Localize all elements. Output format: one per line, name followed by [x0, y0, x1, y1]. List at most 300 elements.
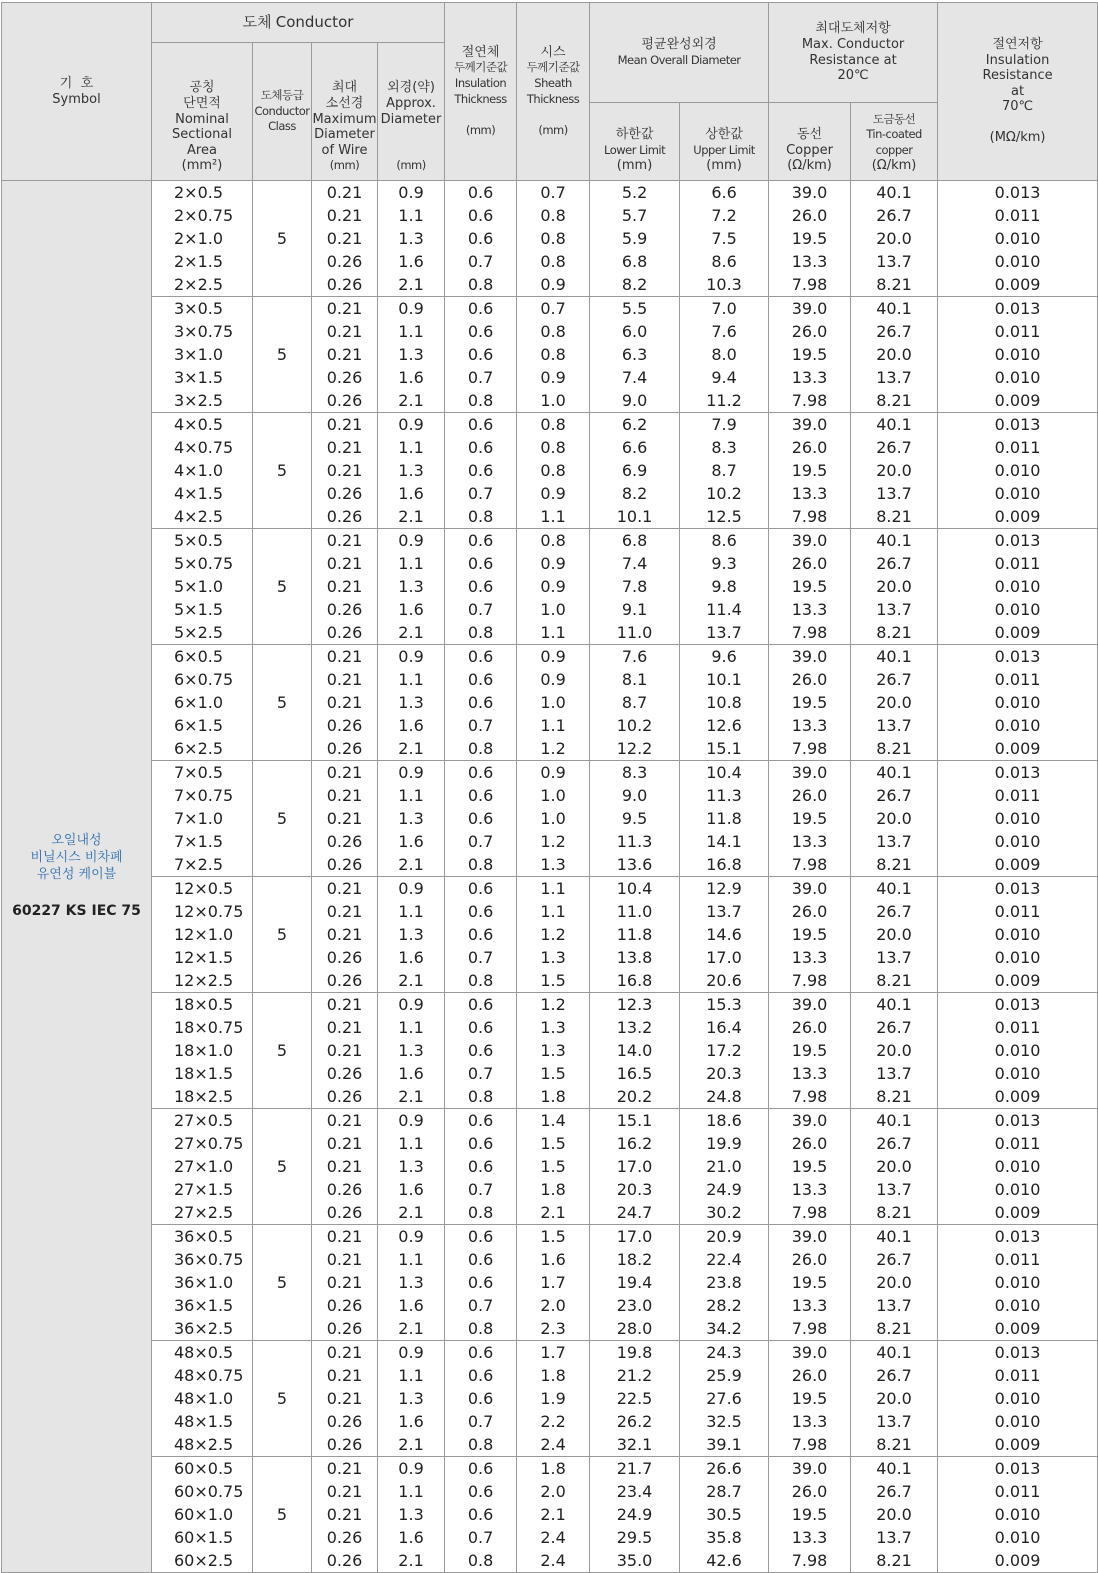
lower-limit-cell: 6.8 — [590, 250, 680, 273]
upper-limit-cell: 17.2 — [680, 1039, 769, 1062]
approx-diameter-cell: 2.1 — [378, 273, 445, 297]
sheath-thickness-cell: 1.4 — [517, 1109, 590, 1133]
nominal-area-cell: 5×1.5 — [152, 598, 253, 621]
upper-limit-cell: 13.7 — [680, 621, 769, 645]
sheath-thickness-cell: 2.1 — [517, 1201, 590, 1225]
nominal-area-cell: 60×0.75 — [152, 1480, 253, 1503]
tin-coated-resistance-cell: 26.7 — [851, 784, 938, 807]
lower-limit-cell: 20.2 — [590, 1085, 680, 1109]
tin-coated-resistance-cell: 26.7 — [851, 320, 938, 343]
lower-limit-cell: 10.1 — [590, 505, 680, 529]
upper-limit-cell: 30.5 — [680, 1503, 769, 1526]
insulation-resistance-cell: 0.010 — [938, 343, 1098, 366]
nominal-area-cell: 36×1.5 — [152, 1294, 253, 1317]
lower-limit-cell: 13.2 — [590, 1016, 680, 1039]
tin-coated-resistance-cell: 8.21 — [851, 1201, 938, 1225]
tin-coated-resistance-cell: 13.7 — [851, 366, 938, 389]
approx-diameter-cell: 0.9 — [378, 529, 445, 553]
table-row — [2, 993, 1098, 1017]
copper-resistance-cell: 7.98 — [769, 1201, 851, 1225]
approx-diameter-cell: 1.3 — [378, 575, 445, 598]
lower-limit-cell: 6.0 — [590, 320, 680, 343]
nominal-area-cell: 18×1.5 — [152, 1062, 253, 1085]
copper-resistance-cell: 39.0 — [769, 1341, 851, 1365]
approx-diameter-cell: 2.1 — [378, 621, 445, 645]
header-tin-coated-copper: 도금동선 Tin-coated copper (Ω/km) — [851, 103, 938, 181]
lower-limit-cell: 23.0 — [590, 1294, 680, 1317]
insulation-resistance-cell: 0.011 — [938, 1248, 1098, 1271]
copper-resistance-cell: 13.3 — [769, 1526, 851, 1549]
lower-limit-cell: 9.0 — [590, 389, 680, 413]
max-wire-diameter-cell: 0.26 — [312, 830, 378, 853]
upper-limit-cell: 24.3 — [680, 1341, 769, 1365]
upper-limit-cell: 17.0 — [680, 946, 769, 969]
insulation-resistance-cell: 0.010 — [938, 1062, 1098, 1085]
tin-coated-resistance-cell: 13.7 — [851, 482, 938, 505]
table-row — [2, 645, 1098, 669]
sheath-thickness-cell: 1.8 — [517, 1457, 590, 1481]
nominal-area-cell: 3×1.0 — [152, 343, 253, 366]
copper-resistance-cell: 13.3 — [769, 830, 851, 853]
approx-diameter-cell: 1.6 — [378, 598, 445, 621]
insulation-thickness-cell: 0.6 — [445, 1457, 517, 1481]
max-wire-diameter-cell: 0.21 — [312, 529, 378, 553]
nominal-area-cell: 6×0.75 — [152, 668, 253, 691]
lower-limit-cell: 24.9 — [590, 1503, 680, 1526]
insulation-thickness-cell: 0.6 — [445, 807, 517, 830]
nominal-area-cell: 60×2.5 — [152, 1549, 253, 1573]
nominal-area-cell: 2×1.0 — [152, 227, 253, 250]
lower-limit-cell: 16.5 — [590, 1062, 680, 1085]
lower-limit-cell: 8.2 — [590, 482, 680, 505]
insulation-resistance-cell: 0.011 — [938, 668, 1098, 691]
lower-limit-cell: 17.0 — [590, 1155, 680, 1178]
upper-limit-cell: 26.6 — [680, 1457, 769, 1481]
sheath-thickness-cell: 1.6 — [517, 1248, 590, 1271]
nominal-area-cell: 48×0.5 — [152, 1341, 253, 1365]
sheath-thickness-cell: 1.2 — [517, 993, 590, 1017]
insulation-thickness-cell: 0.8 — [445, 621, 517, 645]
table-row — [2, 830, 1098, 853]
sheath-thickness-cell: 0.9 — [517, 575, 590, 598]
max-wire-diameter-cell: 0.26 — [312, 1433, 378, 1457]
insulation-thickness-cell: 0.6 — [445, 877, 517, 901]
approx-diameter-cell: 2.1 — [378, 1549, 445, 1573]
nominal-area-cell: 4×2.5 — [152, 505, 253, 529]
approx-diameter-cell: 1.6 — [378, 946, 445, 969]
max-wire-diameter-cell: 0.21 — [312, 552, 378, 575]
table-row — [2, 1085, 1098, 1109]
insulation-resistance-cell: 0.011 — [938, 1016, 1098, 1039]
max-wire-diameter-cell: 0.21 — [312, 784, 378, 807]
tin-coated-resistance-cell: 8.21 — [851, 505, 938, 529]
max-wire-diameter-cell: 0.26 — [312, 946, 378, 969]
nominal-area-cell: 4×1.0 — [152, 459, 253, 482]
tin-coated-resistance-cell: 20.0 — [851, 1155, 938, 1178]
symbol-line-3: 유연성 케이블 — [36, 866, 117, 882]
tin-coated-resistance-cell: 13.7 — [851, 1178, 938, 1201]
upper-limit-cell: 23.8 — [680, 1271, 769, 1294]
sheath-thickness-cell: 0.9 — [517, 273, 590, 297]
insulation-thickness-cell: 0.6 — [445, 784, 517, 807]
table-row — [2, 250, 1098, 273]
conductor-class-cell: 5 — [253, 645, 312, 761]
nominal-area-cell: 48×1.0 — [152, 1387, 253, 1410]
sheath-thickness-cell: 0.9 — [517, 366, 590, 389]
max-wire-diameter-cell: 0.21 — [312, 1109, 378, 1133]
approx-diameter-cell: 0.9 — [378, 1341, 445, 1365]
copper-resistance-cell: 7.98 — [769, 621, 851, 645]
tin-coated-resistance-cell: 40.1 — [851, 1225, 938, 1249]
nominal-area-cell: 3×2.5 — [152, 389, 253, 413]
max-wire-diameter-cell: 0.21 — [312, 1225, 378, 1249]
copper-resistance-cell: 7.98 — [769, 1433, 851, 1457]
copper-resistance-cell: 26.0 — [769, 1364, 851, 1387]
max-wire-diameter-cell: 0.26 — [312, 1178, 378, 1201]
upper-limit-cell: 7.2 — [680, 204, 769, 227]
sheath-thickness-cell: 0.8 — [517, 459, 590, 482]
sheath-thickness-cell: 1.5 — [517, 1062, 590, 1085]
nominal-area-cell: 6×0.5 — [152, 645, 253, 669]
tin-coated-resistance-cell: 13.7 — [851, 1294, 938, 1317]
lower-limit-cell: 15.1 — [590, 1109, 680, 1133]
copper-resistance-cell: 26.0 — [769, 784, 851, 807]
approx-diameter-cell: 0.9 — [378, 761, 445, 785]
upper-limit-cell: 8.0 — [680, 343, 769, 366]
table-row — [2, 320, 1098, 343]
insulation-thickness-cell: 0.6 — [445, 1480, 517, 1503]
max-wire-diameter-cell: 0.21 — [312, 761, 378, 785]
lower-limit-cell: 26.2 — [590, 1410, 680, 1433]
tin-coated-resistance-cell: 26.7 — [851, 1364, 938, 1387]
insulation-resistance-cell: 0.013 — [938, 181, 1098, 205]
tin-coated-resistance-cell: 8.21 — [851, 389, 938, 413]
max-wire-diameter-cell: 0.21 — [312, 1341, 378, 1365]
lower-limit-cell: 7.4 — [590, 552, 680, 575]
table-row — [2, 459, 1098, 482]
insulation-thickness-cell: 0.8 — [445, 1085, 517, 1109]
lower-limit-cell: 28.0 — [590, 1317, 680, 1341]
tin-coated-resistance-cell: 20.0 — [851, 1387, 938, 1410]
table-row — [2, 668, 1098, 691]
tin-coated-resistance-cell: 8.21 — [851, 969, 938, 993]
header-insulation-thickness: 절연체 두께기준값 Insulation Thickness (mm) — [445, 3, 517, 181]
insulation-resistance-cell: 0.011 — [938, 1480, 1098, 1503]
sheath-thickness-cell: 0.8 — [517, 343, 590, 366]
approx-diameter-cell: 1.3 — [378, 923, 445, 946]
table-row — [2, 575, 1098, 598]
max-wire-diameter-cell: 0.26 — [312, 737, 378, 761]
sheath-thickness-cell: 2.4 — [517, 1549, 590, 1573]
approx-diameter-cell: 0.9 — [378, 1457, 445, 1481]
tin-coated-resistance-cell: 26.7 — [851, 1480, 938, 1503]
table-row — [2, 389, 1098, 413]
approx-diameter-cell: 0.9 — [378, 1109, 445, 1133]
max-wire-diameter-cell: 0.26 — [312, 1526, 378, 1549]
insulation-thickness-cell: 0.6 — [445, 761, 517, 785]
approx-diameter-cell: 1.3 — [378, 343, 445, 366]
sheath-thickness-cell: 1.3 — [517, 1039, 590, 1062]
header-max-conductor-resistance: 최대도체저항 Max. Conductor Resistance at 20℃ — [769, 3, 938, 103]
max-wire-diameter-cell: 0.21 — [312, 1387, 378, 1410]
nominal-area-cell: 27×1.0 — [152, 1155, 253, 1178]
upper-limit-cell: 15.1 — [680, 737, 769, 761]
upper-limit-cell: 8.7 — [680, 459, 769, 482]
copper-resistance-cell: 39.0 — [769, 761, 851, 785]
tin-coated-resistance-cell: 8.21 — [851, 1085, 938, 1109]
conductor-class-cell: 5 — [253, 761, 312, 877]
copper-resistance-cell: 13.3 — [769, 1294, 851, 1317]
insulation-resistance-cell: 0.013 — [938, 529, 1098, 553]
upper-limit-cell: 10.3 — [680, 273, 769, 297]
sheath-thickness-cell: 0.8 — [517, 204, 590, 227]
upper-limit-cell: 10.4 — [680, 761, 769, 785]
max-wire-diameter-cell: 0.21 — [312, 436, 378, 459]
sheath-thickness-cell: 1.5 — [517, 1132, 590, 1155]
copper-resistance-cell: 13.3 — [769, 366, 851, 389]
tin-coated-resistance-cell: 8.21 — [851, 737, 938, 761]
upper-limit-cell: 39.1 — [680, 1433, 769, 1457]
approx-diameter-cell: 1.6 — [378, 250, 445, 273]
upper-limit-cell: 16.4 — [680, 1016, 769, 1039]
insulation-resistance-cell: 0.010 — [938, 482, 1098, 505]
copper-resistance-cell: 7.98 — [769, 853, 851, 877]
sheath-thickness-cell: 0.8 — [517, 436, 590, 459]
lower-limit-cell: 14.0 — [590, 1039, 680, 1062]
upper-limit-cell: 8.3 — [680, 436, 769, 459]
insulation-thickness-cell: 0.6 — [445, 459, 517, 482]
nominal-area-cell: 27×0.75 — [152, 1132, 253, 1155]
insulation-resistance-cell: 0.009 — [938, 389, 1098, 413]
insulation-resistance-cell: 0.010 — [938, 923, 1098, 946]
lower-limit-cell: 11.3 — [590, 830, 680, 853]
insulation-thickness-cell: 0.7 — [445, 1410, 517, 1433]
tin-coated-resistance-cell: 8.21 — [851, 1433, 938, 1457]
lower-limit-cell: 9.0 — [590, 784, 680, 807]
tin-coated-resistance-cell: 40.1 — [851, 993, 938, 1017]
copper-resistance-cell: 39.0 — [769, 1109, 851, 1133]
copper-resistance-cell: 26.0 — [769, 436, 851, 459]
nominal-area-cell: 48×1.5 — [152, 1410, 253, 1433]
lower-limit-cell: 5.7 — [590, 204, 680, 227]
table-row — [2, 807, 1098, 830]
insulation-resistance-cell: 0.009 — [938, 1317, 1098, 1341]
tin-coated-resistance-cell: 20.0 — [851, 691, 938, 714]
lower-limit-cell: 6.8 — [590, 529, 680, 553]
upper-limit-cell: 34.2 — [680, 1317, 769, 1341]
max-wire-diameter-cell: 0.21 — [312, 645, 378, 669]
table-row — [2, 714, 1098, 737]
table-row — [2, 297, 1098, 321]
upper-limit-cell: 13.7 — [680, 900, 769, 923]
tin-coated-resistance-cell: 40.1 — [851, 761, 938, 785]
lower-limit-cell: 11.8 — [590, 923, 680, 946]
approx-diameter-cell: 1.3 — [378, 807, 445, 830]
copper-resistance-cell: 19.5 — [769, 691, 851, 714]
insulation-thickness-cell: 0.8 — [445, 1201, 517, 1225]
table-row — [2, 227, 1098, 250]
copper-resistance-cell: 26.0 — [769, 1016, 851, 1039]
copper-resistance-cell: 7.98 — [769, 273, 851, 297]
copper-resistance-cell: 26.0 — [769, 900, 851, 923]
table-row — [2, 621, 1098, 645]
approx-diameter-cell: 1.6 — [378, 1410, 445, 1433]
table-row — [2, 598, 1098, 621]
sheath-thickness-cell: 2.4 — [517, 1526, 590, 1549]
upper-limit-cell: 10.1 — [680, 668, 769, 691]
lower-limit-cell: 16.2 — [590, 1132, 680, 1155]
nominal-area-cell: 36×1.0 — [152, 1271, 253, 1294]
upper-limit-cell: 11.3 — [680, 784, 769, 807]
tin-coated-resistance-cell: 8.21 — [851, 621, 938, 645]
insulation-thickness-cell: 0.7 — [445, 1178, 517, 1201]
approx-diameter-cell: 1.6 — [378, 482, 445, 505]
insulation-resistance-cell: 0.013 — [938, 297, 1098, 321]
insulation-thickness-cell: 0.6 — [445, 1271, 517, 1294]
table-row — [2, 343, 1098, 366]
max-wire-diameter-cell: 0.21 — [312, 343, 378, 366]
upper-limit-cell: 19.9 — [680, 1132, 769, 1155]
insulation-resistance-cell: 0.010 — [938, 1271, 1098, 1294]
header-symbol: 기 호 Symbol — [2, 3, 152, 181]
sheath-thickness-cell: 1.1 — [517, 621, 590, 645]
symbol-line-1: 오일내성 — [51, 833, 102, 849]
max-wire-diameter-cell: 0.26 — [312, 389, 378, 413]
table-row — [2, 737, 1098, 761]
nominal-area-cell: 27×2.5 — [152, 1201, 253, 1225]
table-row — [2, 1387, 1098, 1410]
nominal-area-cell: 60×1.5 — [152, 1526, 253, 1549]
table-row — [2, 1016, 1098, 1039]
approx-diameter-cell: 1.3 — [378, 227, 445, 250]
insulation-thickness-cell: 0.7 — [445, 946, 517, 969]
max-wire-diameter-cell: 0.21 — [312, 807, 378, 830]
insulation-resistance-cell: 0.013 — [938, 1341, 1098, 1365]
upper-limit-cell: 9.6 — [680, 645, 769, 669]
approx-diameter-cell: 1.6 — [378, 1526, 445, 1549]
lower-limit-cell: 7.4 — [590, 366, 680, 389]
sheath-thickness-cell: 1.3 — [517, 853, 590, 877]
copper-resistance-cell: 7.98 — [769, 1085, 851, 1109]
table-row — [2, 1294, 1098, 1317]
insulation-thickness-cell: 0.6 — [445, 552, 517, 575]
approx-diameter-cell: 2.1 — [378, 1085, 445, 1109]
approx-diameter-cell: 1.6 — [378, 830, 445, 853]
lower-limit-cell: 35.0 — [590, 1549, 680, 1573]
tin-coated-resistance-cell: 40.1 — [851, 877, 938, 901]
insulation-thickness-cell: 0.6 — [445, 993, 517, 1017]
approx-diameter-cell: 1.1 — [378, 552, 445, 575]
max-wire-diameter-cell: 0.21 — [312, 1016, 378, 1039]
tin-coated-resistance-cell: 40.1 — [851, 413, 938, 437]
max-wire-diameter-cell: 0.21 — [312, 1039, 378, 1062]
lower-limit-cell: 13.8 — [590, 946, 680, 969]
max-wire-diameter-cell: 0.21 — [312, 1248, 378, 1271]
tin-coated-resistance-cell: 13.7 — [851, 1526, 938, 1549]
nominal-area-cell: 36×0.5 — [152, 1225, 253, 1249]
conductor-class-cell: 5 — [253, 1225, 312, 1341]
tin-coated-resistance-cell: 20.0 — [851, 923, 938, 946]
upper-limit-cell: 12.5 — [680, 505, 769, 529]
sheath-thickness-cell: 1.7 — [517, 1271, 590, 1294]
lower-limit-cell: 22.5 — [590, 1387, 680, 1410]
approx-diameter-cell: 2.1 — [378, 1317, 445, 1341]
insulation-thickness-cell: 0.6 — [445, 1155, 517, 1178]
insulation-resistance-cell: 0.010 — [938, 1503, 1098, 1526]
insulation-resistance-cell: 0.013 — [938, 877, 1098, 901]
tin-coated-resistance-cell: 13.7 — [851, 250, 938, 273]
table-body — [2, 181, 1098, 1573]
insulation-thickness-cell: 0.6 — [445, 1387, 517, 1410]
approx-diameter-cell: 1.6 — [378, 1178, 445, 1201]
tin-coated-resistance-cell: 40.1 — [851, 1341, 938, 1365]
insulation-resistance-cell: 0.009 — [938, 505, 1098, 529]
copper-resistance-cell: 13.3 — [769, 714, 851, 737]
insulation-thickness-cell: 0.6 — [445, 668, 517, 691]
nominal-area-cell: 5×1.0 — [152, 575, 253, 598]
insulation-resistance-cell: 0.013 — [938, 761, 1098, 785]
tin-coated-resistance-cell: 13.7 — [851, 598, 938, 621]
lower-limit-cell: 19.8 — [590, 1341, 680, 1365]
header-mean-overall-diameter: 평균완성외경 Mean Overall Diameter — [590, 3, 769, 103]
tin-coated-resistance-cell: 40.1 — [851, 1109, 938, 1133]
max-wire-diameter-cell: 0.21 — [312, 413, 378, 437]
copper-resistance-cell: 26.0 — [769, 552, 851, 575]
insulation-thickness-cell: 0.7 — [445, 598, 517, 621]
lower-limit-cell: 32.1 — [590, 1433, 680, 1457]
copper-resistance-cell: 19.5 — [769, 923, 851, 946]
approx-diameter-cell: 0.9 — [378, 413, 445, 437]
sheath-thickness-cell: 2.4 — [517, 1433, 590, 1457]
header-max-wire-diameter: 최대 소선경 Maximum Diameter of Wire (mm) — [312, 43, 378, 181]
insulation-resistance-cell: 0.010 — [938, 1039, 1098, 1062]
upper-limit-cell: 8.6 — [680, 529, 769, 553]
insulation-thickness-cell: 0.6 — [445, 1364, 517, 1387]
insulation-resistance-cell: 0.010 — [938, 1155, 1098, 1178]
sheath-thickness-cell: 1.7 — [517, 1341, 590, 1365]
nominal-area-cell: 60×1.0 — [152, 1503, 253, 1526]
lower-limit-cell: 19.4 — [590, 1271, 680, 1294]
copper-resistance-cell: 19.5 — [769, 575, 851, 598]
insulation-resistance-cell: 0.010 — [938, 1178, 1098, 1201]
insulation-resistance-cell: 0.011 — [938, 1132, 1098, 1155]
upper-limit-cell: 42.6 — [680, 1549, 769, 1573]
copper-resistance-cell: 19.5 — [769, 1387, 851, 1410]
copper-resistance-cell: 19.5 — [769, 459, 851, 482]
insulation-resistance-cell: 0.010 — [938, 227, 1098, 250]
insulation-resistance-cell: 0.009 — [938, 737, 1098, 761]
max-wire-diameter-cell: 0.21 — [312, 1132, 378, 1155]
insulation-resistance-cell: 0.013 — [938, 1109, 1098, 1133]
lower-limit-cell: 29.5 — [590, 1526, 680, 1549]
copper-resistance-cell: 19.5 — [769, 807, 851, 830]
nominal-area-cell: 4×1.5 — [152, 482, 253, 505]
approx-diameter-cell: 1.1 — [378, 1132, 445, 1155]
sheath-thickness-cell: 1.5 — [517, 1155, 590, 1178]
lower-limit-cell: 9.5 — [590, 807, 680, 830]
tin-coated-resistance-cell: 20.0 — [851, 1271, 938, 1294]
table-row — [2, 552, 1098, 575]
sheath-thickness-cell: 0.9 — [517, 482, 590, 505]
tin-coated-resistance-cell: 26.7 — [851, 552, 938, 575]
sheath-thickness-cell: 0.9 — [517, 645, 590, 669]
nominal-area-cell: 12×2.5 — [152, 969, 253, 993]
insulation-thickness-cell: 0.6 — [445, 227, 517, 250]
max-wire-diameter-cell: 0.26 — [312, 1201, 378, 1225]
sheath-thickness-cell: 1.8 — [517, 1085, 590, 1109]
max-wire-diameter-cell: 0.26 — [312, 621, 378, 645]
table-row — [2, 273, 1098, 297]
